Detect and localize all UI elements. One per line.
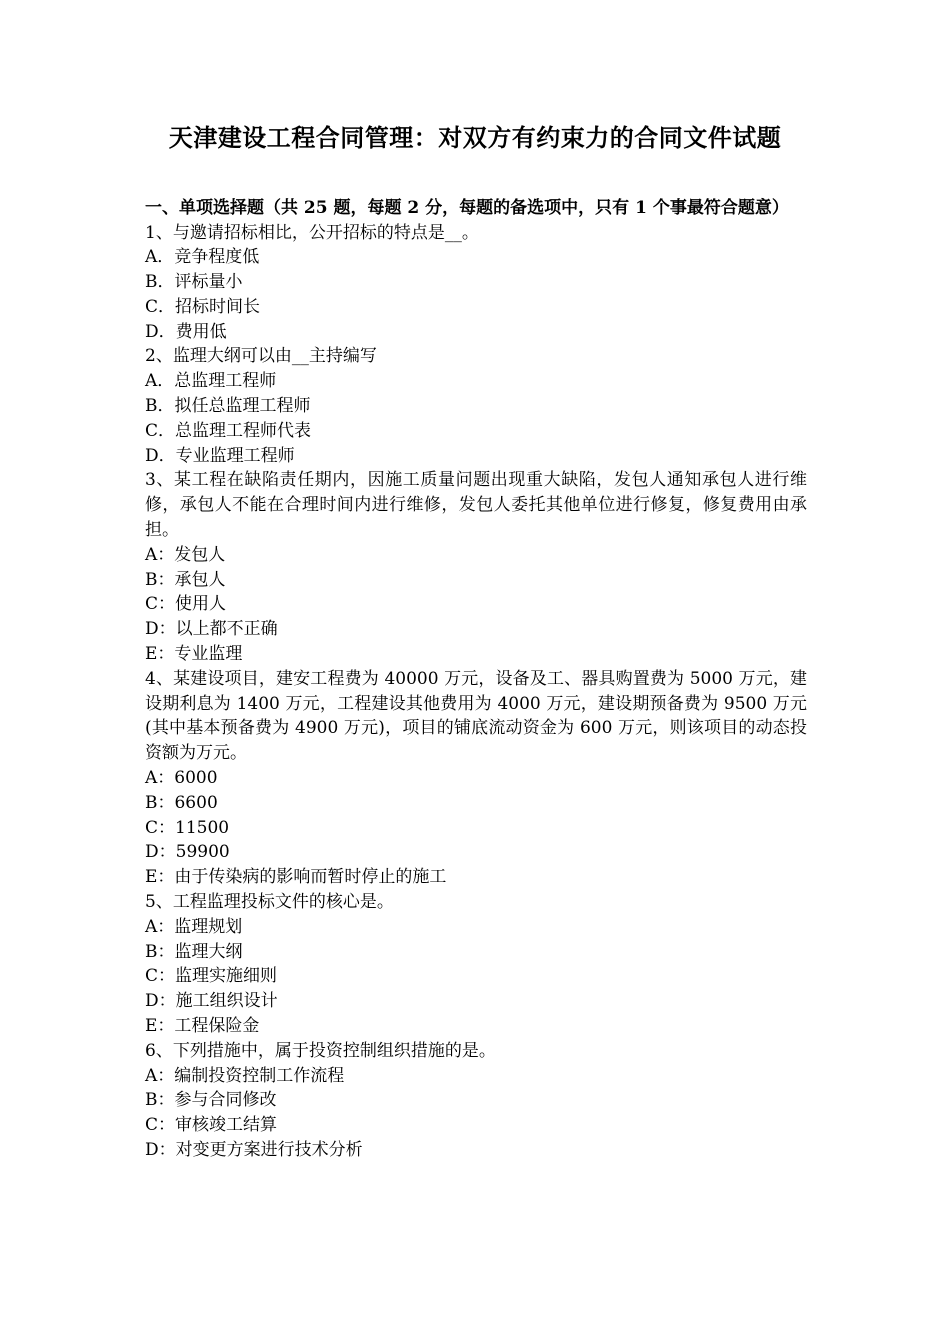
question-stem: 4、某建设项目，建安工程费为 40000 万元，设备及工、器具购置费为 5000 万元，建设期利息为 1400 万元，工程建设其他费用为 4000 万元，建设期预备费为 9500 万元(其中基本预备费为 4900 万元)，项目的铺底流动资金为 600 万元，则该项目的动态投资额为万元。 [145, 668, 807, 764]
answer-option: B：承包人 [145, 569, 226, 590]
answer-option: D．费用低 [145, 321, 227, 342]
question-stem: 3、某工程在缺陷责任期内，因施工质量问题出现重大缺陷，发包人通知承包人进行维修，承包人不能在合理时间内进行维修，发包人委托其他单位进行修复，修复费用由承担。 [145, 470, 807, 541]
answer-option: A：6000 [145, 768, 218, 789]
answer-option: A：发包人 [145, 544, 226, 565]
answer-option: A．总监理工程师 [145, 371, 277, 392]
answer-option: B：6600 [145, 792, 218, 813]
question-stem: 5、工程监理投标文件的核心是。 [145, 892, 394, 913]
question-stem: 6、下列措施中，属于投资控制组织措施的是。 [145, 1040, 496, 1061]
question-stem: 2、监理大纲可以由__主持编写 [145, 346, 377, 367]
answer-option: C：11500 [145, 817, 230, 838]
answer-option: C．招标时间长 [145, 296, 261, 317]
answer-option: B．评标量小 [145, 272, 243, 293]
document-title: 天津建设工程合同管理：对双方有约束力的合同文件试题 [168, 123, 782, 152]
answer-option: E：专业监理 [145, 644, 243, 665]
section-header: 一、单项选择题（共 25 题，每题 2 分，每题的备选项中，只有 1 个事最符合题意） [145, 198, 789, 218]
answer-option: D：以上都不正确 [145, 619, 278, 640]
answer-option: D：对变更方案进行技术分析 [145, 1139, 363, 1160]
answer-option: E：由于传染病的影响而暂时停止的施工 [145, 867, 447, 888]
document-body [145, 196, 807, 1163]
question-stem: 1、与邀请招标相比，公开招标的特点是__。 [145, 222, 479, 243]
answer-option: A：编制投资控制工作流程 [145, 1065, 345, 1086]
answer-option: A．竞争程度低 [145, 247, 260, 268]
answer-option: E：工程保险金 [145, 1016, 260, 1036]
answer-option: B．拟任总监理工程师 [145, 396, 311, 417]
answer-option: C：监理实施细则 [145, 966, 278, 987]
answer-option: D：59900 [145, 842, 230, 863]
answer-option: C：使用人 [145, 594, 227, 615]
answer-option: B：监理大纲 [145, 941, 243, 962]
answer-option: A：监理规划 [145, 916, 243, 937]
answer-option: D．专业监理工程师 [145, 445, 295, 466]
answer-option: C：审核竣工结算 [145, 1115, 278, 1136]
question-list [145, 221, 807, 1163]
answer-option: B：参与合同修改 [145, 1090, 277, 1111]
answer-option: C．总监理工程师代表 [145, 420, 312, 441]
answer-option: D：施工组织设计 [145, 991, 278, 1012]
